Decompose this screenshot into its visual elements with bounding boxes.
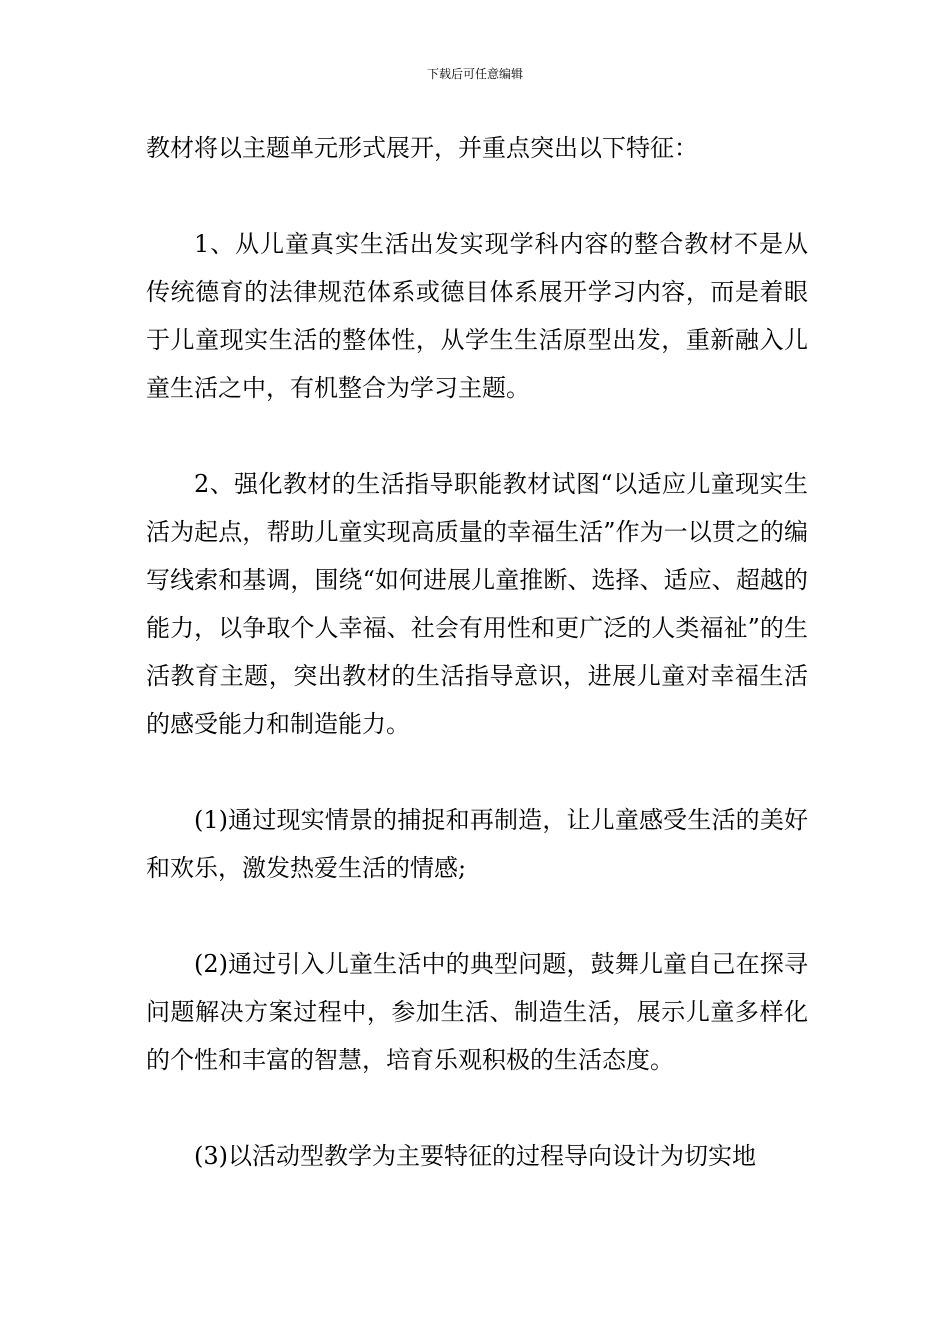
page-header: 下载后可任意编辑 (426, 67, 523, 81)
intro-paragraph: 教材将以主题单元形式展开，并重点突出以下特征： (146, 134, 698, 162)
document-body (146, 124, 808, 1180)
paragraph-feature-1: 1、从儿童真实生活出发实现学科内容的整合教材不是从传统德育的法律规范体系或德目体系展开学习内容，而是着眼于儿童现实生活的整体性，从学生生活原型出发，重新融入儿童生活之中，有机整合为学习主题。 (146, 230, 808, 402)
paragraph-feature-2: 2、强化教材的生活指导职能教材试图“以适应儿童现实生活为起点，帮助儿童实现高质量的幸福生活”作为一以贯之的编写线索和基调，围绕“如何进展儿童推断、选择、适应、超越的能力，以争取个人幸福、社会有用性和更广泛的人类福祉”的生活教育主题，突出教材的生活指导意识，进展儿童对幸福生活的感受能力和制造能力。 (146, 470, 808, 738)
paragraph-item-3: (3)以活动型教学为主要特征的过程导向设计为切实地 (194, 1142, 756, 1170)
paragraph-item-2: (2)通过引入儿童生活中的典型问题，鼓舞儿童自己在探寻问题解决方案过程中，参加生活、制造生活，展示儿童多样化的个性和丰富的智慧，培育乐观积极的生活态度。 (146, 950, 808, 1074)
paragraph-item-1: (1)通过现实情景的捕捉和再制造，让儿童感受生活的美好和欢乐，激发热爱生活的情感; (146, 806, 808, 882)
